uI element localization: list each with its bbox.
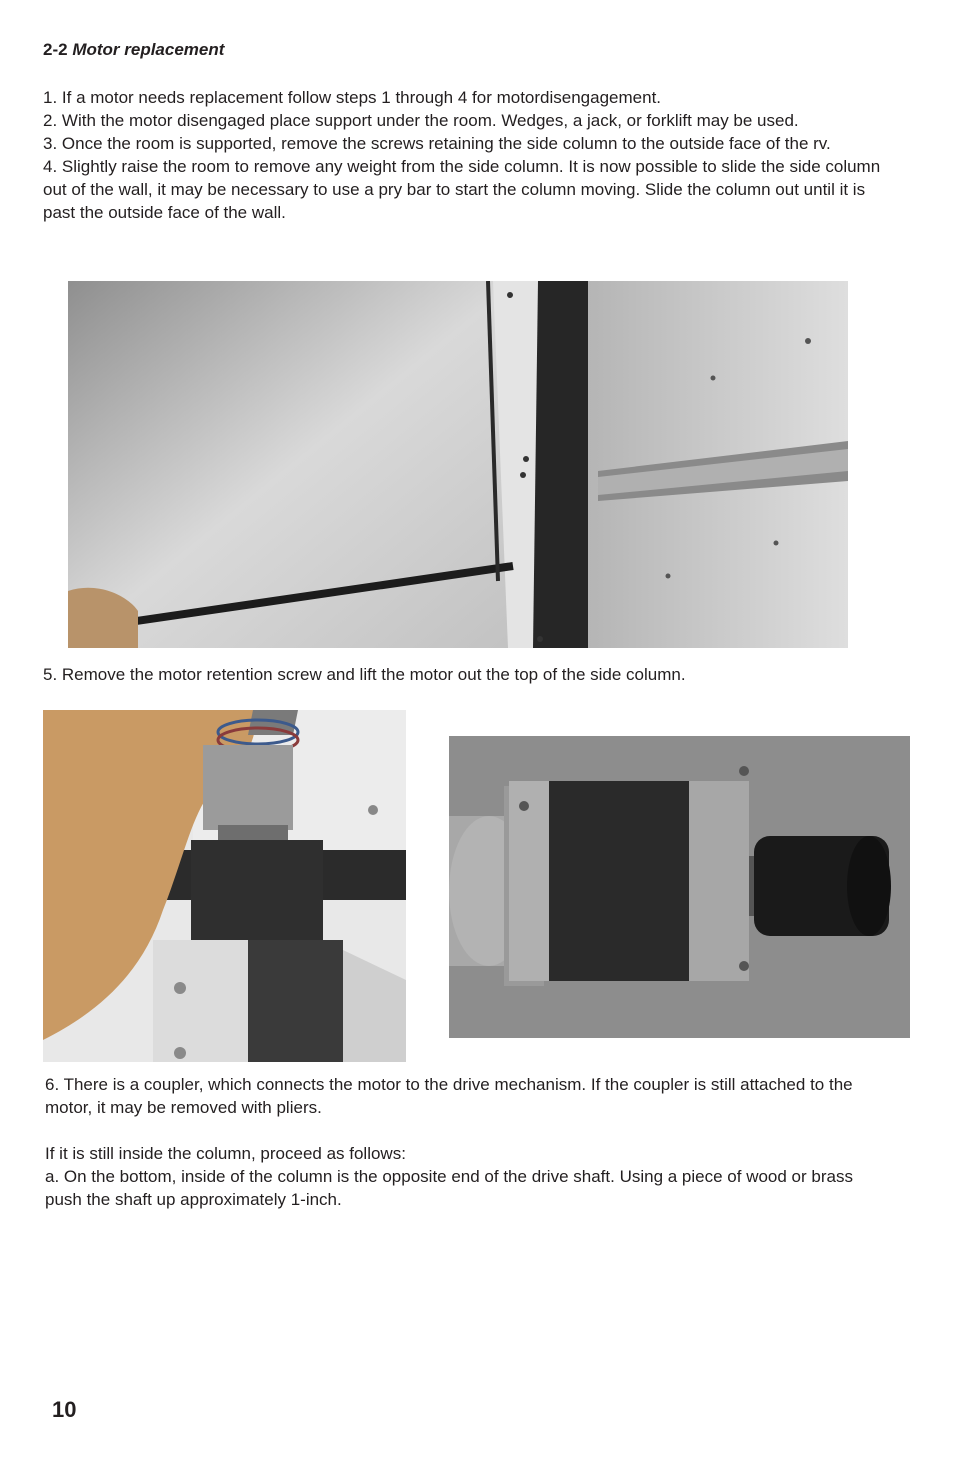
photo-side-column-wall <box>68 281 848 648</box>
section-number: 2-2 <box>43 40 68 59</box>
section-heading <box>43 40 224 60</box>
photo-motor-lift-out <box>43 710 406 1062</box>
photo-motor-coupler <box>449 736 910 1038</box>
step-5: 5. Remove the motor retention screw and lift the motor out the top of the side column. <box>43 665 686 684</box>
section-title: Motor replacement <box>72 40 225 59</box>
step-2: 2. With the motor disengaged place support under the room. Wedges, a jack, or forklift may be used. <box>43 111 799 130</box>
step-a: a. On the bottom, inside of the column is the opposite end of the drive shaft. Using a piece of wood or brass push the shaft up approximately 1-inch. <box>45 1167 853 1209</box>
page-number: 10 <box>52 1397 77 1422</box>
steps-1-to-4 <box>43 86 883 224</box>
step-3: 3. Once the room is supported, remove the screws retaining the side column to the outside face of the rv. <box>43 134 831 153</box>
step-4: 4. Slightly raise the room to remove any weight from the side column. It is now possible to slide the side column out of the wall, it may be necessary to use a pry bar to start the column moving. Slide the column out until it is past the outside face of the wall. <box>43 157 881 222</box>
if-inside-note: If it is still inside the column, proceed as follows: <box>45 1144 406 1163</box>
step-6: 6. There is a coupler, which connects the motor to the drive mechanism. If the coupler is still attached to the motor, it may be removed with pliers. <box>45 1075 853 1117</box>
step-1: 1. If a motor needs replacement follow steps 1 through 4 for motordisengagement. <box>43 88 662 107</box>
